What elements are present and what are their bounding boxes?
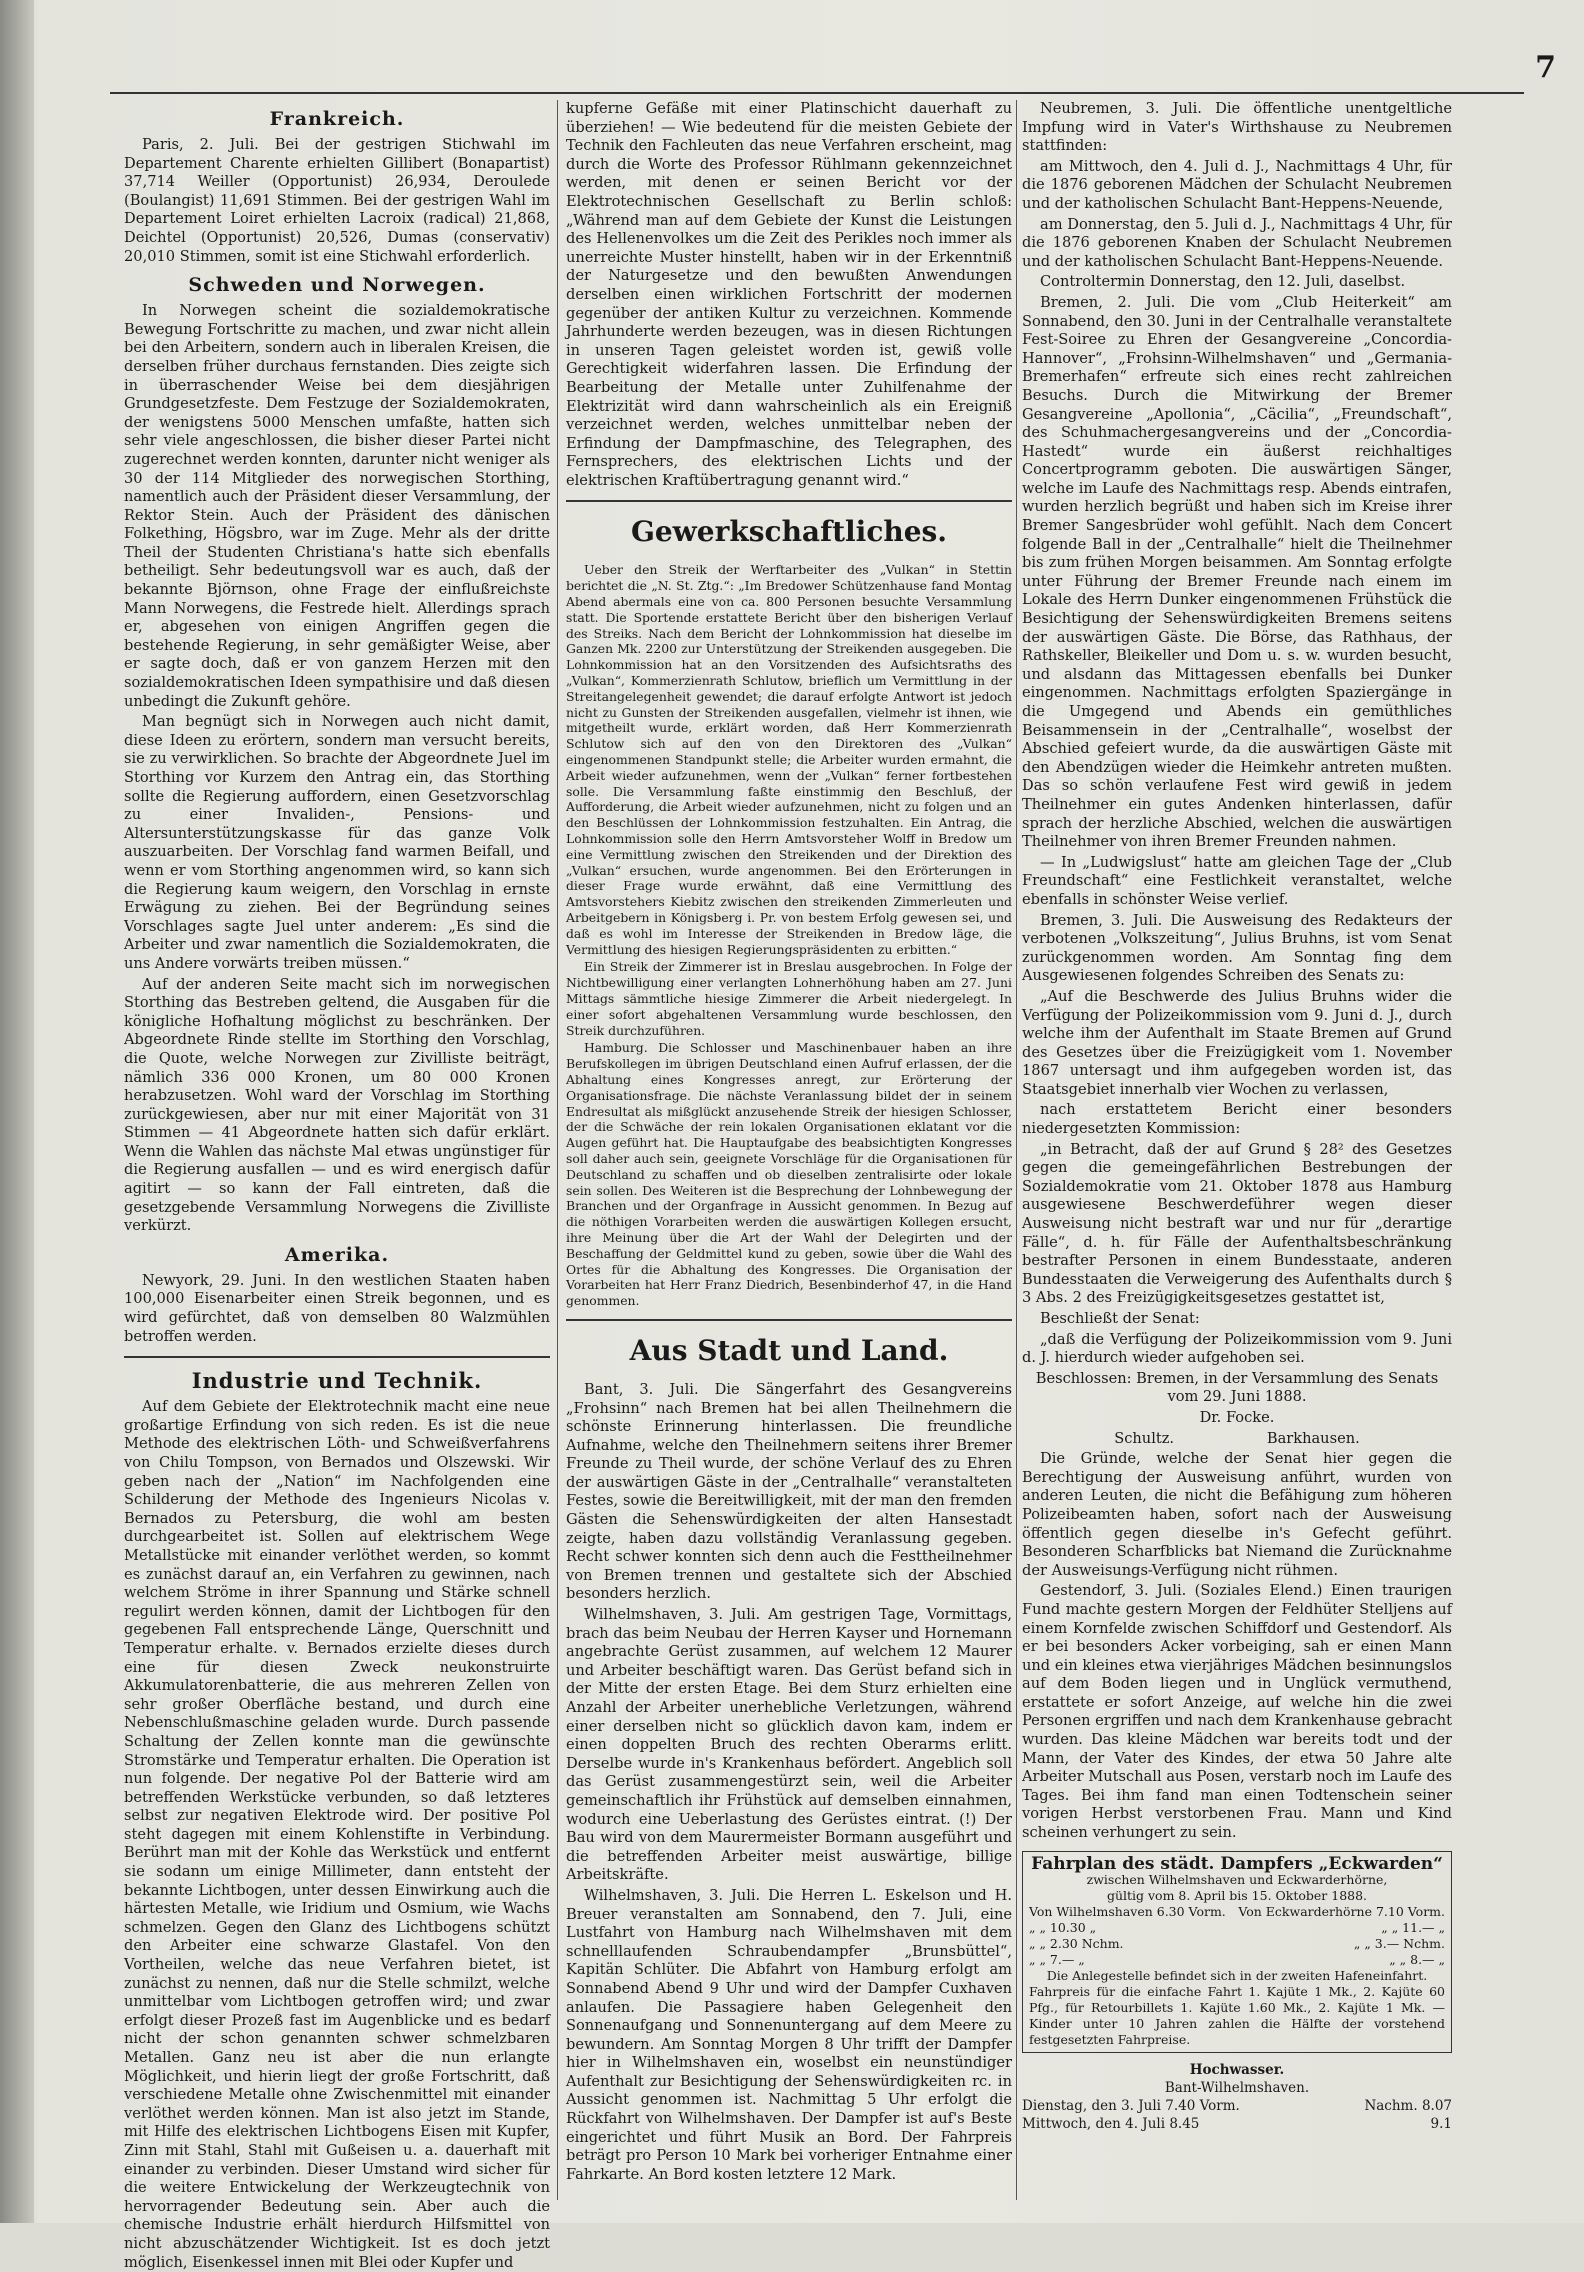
timetable-cell: „ „ 2.30 Nchm. [1029,1935,1124,1951]
timetable-cell: Von Wilhelmshaven 6.30 Vorm. [1029,1903,1226,1919]
article-paragraph: Ein Streik der Zimmerer ist in Breslau ausgebrochen. In Folge der Nichtbewilligung einer verlangten Lohnerhöhung haben am 27. Juni Mittags sämmtliche hiesige Zimmerer die Arbeit niedergelegt. In einer sofort abgehaltenen Versammlung wurde beschlossen, den Streik durchzuführen. [566,959,1012,1038]
article-paragraph: Gestendorf, 3. Juli. (Soziales Elend.) Einen traurigen Fund machte gestern Morgen der Feldhüter Stelljens auf einem Kornfelde zwischen Schiffdorf und Gestendorf. Als er bei besonders Acker vorbeiging, sah er einen Mann und ein kleines etwa vierjähriges Mädchen besinnungslos auf dem Boden liegen und in Unglück vermuthend, erstattete er sofort Anzeige, auf welche hin die zwei Personen ergriffen und nach dem Krankenhause gebracht wurden. Das kleine Mädchen war bereits todt und der Mann, der Vater des Kindes, der etwa 50 Jahre alte Arbeiter Mutschall aus Posen, verstarb noch im Laufe des Tages. Bei ihm fand man einen Todtenschein seiner vorigen Herbst verstorbenen Frau. Mann und Kind scheinen verhungert zu sein. [1022,1582,1452,1842]
article-paragraph: Auf der anderen Seite macht sich im norwegischen Storthing das Bestreben geltend, die Ausgaben für die königliche Hofhaltung möglichst zu beschränken. Der Abgeordnete Rinde stellte im Storthing den Vorschlag, die Quote, welche Norwegen zur Zivilliste beiträgt, nämlich 336 000 Kronen, um 80 000 Kronen herabzusetzen. Wohl ward der Vorschlag im Storthing zurückgewiesen, aber nur mit einer Majorität von 31 Stimmen — 41 Abgeordnete hatten sich dafür erklärt. Wenn die Wahlen das nächste Mal etwas ungünstiger für die Regierung ausfallen — und es wird energisch dafür agitirt — so kann der Fall eintreten, daß die gesetzgebende Versammlung Norwegens die Zivilliste verkürzt. [124,975,550,1235]
article-paragraph: Auf dem Gebiete der Elektrotechnik macht eine neue großartige Erfindung von sich reden. Es ist die neue Methode des elektrischen Löth- und Schweißverfahrens von Chilu Tompson, von Bernados und Olszewski. Wir geben nach der „Nation“ im Nachfolgenden eine Schilderung der Methode des Ingenieurs Nicolas v. Bernados zu Petersburg, die wohl am besten durchgearbeitet ist. Sollen auf elektrischem Wege Metallstücke mit einander verlöthet werden, so kommt es zunächst darauf an, ein Verfahren zu gewinnen, nach welchem Ströme in ihrer Spannung und Stärke schnell regulirt werden können, damit der Lichtbogen für den gegebenen Fall entsprechende Länge, Querschnitt und Temperatur erhalte. v. Bernados erzielte dieses durch eine für diesen Zweck neukonstruirte Akkumulatorenbatterie, die aus mehreren Zellen von sehr großer Oberfläche bestand, und durch eine Nebenschlußmaschine geladen wurde. Durch passende Schaltung der Zellen konnte man die gewünschte Stromstärke und Temperatur erhalten. Die Operation ist nun folgende. Der negative Pol der Batterie wird am betreffenden Werkstücke verbunden, so daß letzteres selbst zur negativen Elektrode wird. Der positive Pol steht dagegen mit einem Kohlenstifte in Verbindung. Berührt man mit der Kohle das Werkstück und entfernt sie sodann um einige Millimeter, dann entsteht der bekannte Lichtbogen, unter dessen Einwirkung auch die härtesten Metalle, wie Iridium und Osmium, wie Wachs schmelzen. Gegen den Glanz des Lichtbogens schützt den Arbeiter eine schwarze Glastafel. Von den Vortheilen, welche das neue Verfahren bietet, ist zunächst zu nennen, daß nur die Stelle schmilzt, welche unmittelbar vom Lichtbogen getroffen wird; und zwar erfolgt dieser Prozeß fast im Augenblicke und es bedarf nicht der schon genannten schwer schmelzbaren Metallen. Ganz neu ist aber die nun erlangte Möglichkeit, und hierin liegt der große Fortschritt, daß verschiedene Metalle ohne Zwischenmittel mit einander verlöthet werden können. Man ist also jetzt im Stande, mit Hilfe des elektrischen Lichtbogens Eisen mit Kupfer, Zinn mit Stahl, Stahl mit Gußeisen u. a. dauerhaft mit einander zu verbinden. Dieser Umstand wird sicher für die weitere Entwickelung der Werkzeugtechnik von hervorragender Bedeutung sein. Aber auch die chemische Industrie erhält hierdurch Hilfsmittel von nicht abzuschätzender Wichtigkeit. Ist es doch jetzt möglich, Eisenkessel innen mit Blei oder Kupfer und [124,1398,550,2271]
signature-line: Dr. Focke. [1199,1408,1275,1426]
section-heading: Industrie und Technik. [191,1368,483,1394]
article-paragraph: Ueber den Streik der Werftarbeiter des „Vulkan“ in Stettin berichtet die „N. St. Ztg.“: „Im Bredower Schützenhause fand Montag Abend abermals eine von ca. 800 Personen besuchte Versammlung statt. Die Sportende erstattete Bericht über den bisherigen Verlauf des Streiks. Nach dem Bericht der Lohnkommission hat dieselbe im Ganzen Mk. 2200 zur Unterstützung der Streikenden ausgegeben. Die Lohnkommission hat an den Vorsitzenden des Aufsichtsraths des „Vulkan“, Kommerzienrath Schlutow, brieflich um Vermittlung in der Streitangelegenheit gewendet; die darauf erfolgte Antwort ist jedoch nicht zu Gunsten der Streikenden ausgefallen, vielmehr ist ihnen, wie mitgetheilt wurde, erklärt worden, daß Herr Kommerzienrath Schlutow sich auf den von den Direktoren des „Vulkan“ eingenommenen Standpunkt stelle; die Arbeiter wurden ermahnt, die Arbeit wieder aufzunehmen, wenn der „Vulkan“ ferner fortbestehen solle. Die Versammlung faßte einstimmig den Beschluß, der Aufforderung, die Arbeit wieder aufzunehmen, nicht zu folgen und an den Beschlüssen der Lohnkommission festzuhalten. Ein Antrag, die Lohnkommission solle den Herrn Amtsvorsteher Wolff in Bredow um eine Vermittlung zwischen den Streikenden und der Direktion des „Vulkan“ ersuchen, wurde angenommen. Bei den Erörterungen in dieser Frage wurde erwähnt, daß eine Vermittlung des Amtsvorstehers Kiebitz zwischen den streikenden Zimmerleuten und Arbeitgebern in Königsberg i. Pr. von bestem Erfolg gewesen sei, und daß es wohl im Interesse der Streikenden in Bredow läge, die Vermittlung des hiesigen Regierungspräsidenten zu erbitten.“ [566,562,1012,957]
article-paragraph: Hamburg. Die Schlosser und Maschinenbauer haben an ihre Berufskollegen im übrigen Deutschland einen Aufruf erlassen, der die Abhaltung eines Kongresses anregt, zur Erörterung der Organisationsfrage. Die nächste Veranlassung bildet der in seinem Endresultat als mißglückt anzusehende Streik der hiesigen Schlosser, der die Schwäche der rein lokalen Organisationen eklatant vor die Augen geführt hat. Die Hauptaufgabe des beabsichtigten Kongresses soll daher auch sein, geeignete Vorschläge für die Organisationen für Deutschland zu schaffen und ob dieselben zentralisirte oder lokale sein sollen. Des Weiteren ist die Besprechung der Lohnbewegung der Branchen und der Organfrage in Aussicht genommen. In Bezug auf die nöthigen Vorarbeiten werden die auswärtigen Kollegen ersucht, ihre Meinung über die Art der Wahl der Delegirten und der Beschaffung der Geldmittel kund zu geben, sowie über die Wahl des Ortes für die Abhaltung des Kongresses. Die Organisation der Vorarbeiten hat Herr Franz Diedrich, Besenbinderhof 47, in die Hand genommen. [566,1040,1012,1309]
article-paragraph: Beschließt der Senat: [1040,1310,1200,1327]
ferry-timetable [1022,1851,1452,2053]
page-number: 7 [1535,50,1556,85]
column-divider [1016,100,1017,2200]
high-water-cell: 9.1 [1430,2115,1452,2132]
article-paragraph: — In „Ludwigslust“ hatte am gleichen Tage der „Club Freundschaft“ eine Festlichkeit veranstaltet, welche ebenfalls in schönster Weise verlief. [1022,853,1452,908]
separator [124,1356,550,1358]
high-water-cell: Dienstag, den 3. Juli 7.40 Vorm. [1022,2097,1240,2114]
article-paragraph: Wilhelmshaven, 3. Juli. Die Herren L. Eskelson und H. Breuer veranstalten am Sonnabend, den 7. Juli, eine Lustfahrt von Hamburg nach Wilhelmshaven mit dem schnelllaufenden Schraubendampfer „Brunsbüttel“, Kapitän Schlüter. Die Abfahrt von Hamburg erfolgt am Sonnabend Abend 9 Uhr und wird der Dampfer Cuxhaven anlaufen. Die Passagiere haben Gelegenheit den Sonnenaufgang und Sonnenuntergang auf dem Meere zu bewundern. Am Sonntag Morgen 8 Uhr trifft der Dampfer hier in Wilhelmshaven ein, woselbst ein neunstündiger Aufenthalt zur Besichtigung der Sehenswürdigkeiten rc. in Aussicht genommen ist. Nachmittag 5 Uhr erfolgt die Rückfahrt von Wilhelmshaven. Der Dampfer ist auf's Beste eingerichtet und führt Musik an Bord. Der Fahrpreis beträgt pro Person 10 Mark bei vorheriger Entnahme einer Fahrkarte. An Bord kosten letztere 12 Mark. [566,1886,1012,2183]
article-paragraph: kupferne Gefäße mit einer Platinschicht dauerhaft zu überziehen! — Wie bedeutend für die meisten Gebiete der Technik den Fachleuten das neue Verfahren erscheint, mag durch die Worte des Professor Rühlmann gekennzeichnet werden, mit denen er seinen Bericht vor der Elektrotechnischen Gesellschaft zu Berlin schloß: „Während man auf dem Gebiete der Kunst die Leistungen des Hellenenvolkes um die Zeit des Perikles noch immer als unerreichte Muster hinstellt, haben wir in der Erkenntniß der Naturgesetze und den bewußten Anwendungen derselben einen wirklichen Fortschritt der modernen gegenüber der antiken Kultur zu verzeichnen. Kommende Jahrhunderte werden bezeugen, was in diesen Richtungen in unseren Tagen geleistet worden ist, gewiß volle Gerechtigkeit widerfahren lassen. Die Erfindung der Bearbeitung der Metalle unter Zuhilfenahme der Elektrizität wird dann wahrscheinlich als ein Ereigniß verzeichnet werden, welches unmittelbar neben der Erfindung der Dampfmaschine, des Telegraphen, des Fernsprechers, des elektrischen Lichts und der elektrischen Kraftübertragung genannt wird.“ [566,100,1012,489]
article-paragraph: Man begnügt sich in Norwegen auch nicht damit, diese Ideen zu erörtern, sondern man versucht bereits, sie zu verwirklichen. So brachte der Abgeordnete Juel im Storthing vor Kurzem den Antrag ein, das Storthing sollte die Regierung auffordern, einen Gesetzvorschlag zu einer Invaliden-, Pensions- und Altersunterstützungskasse für das ganze Volk auszuarbeiten. Der Vorschlag fand warmen Beifall, und wenn er vom Storthing angenommen wird, so kann sich die Regierung kaum weigern, den Vorschlag in ernste Erwägung zu ziehen. Bei der Begründung seines Vorschlages sagte Juel unter anderem: „Es sind die Arbeiter und zwar namentlich die Sozialdemokraten, die uns Andere vorwärts treiben müssen.“ [124,713,550,972]
timetable-note: Die Anlegestelle befindet sich in der zweiten Hafeneinfahrt. [1046,1967,1428,1983]
article-paragraph: am Donnerstag, den 5. Juli d. J., Nachmittags 4 Uhr, für die 1876 geborenen Knaben der Schulacht Neubremen und der katholischen Schulacht Bant-Heppens-Neuende. [1022,215,1452,270]
timetable-row [1029,1920,1445,1936]
article-paragraph: Controltermin Donnerstag, den 12. Juli, daselbst. [1040,273,1406,291]
timetable-row [1029,1904,1445,1920]
timetable-note: Fahrpreis für die einfache Fahrt 1. Kajüte 1 Mk., 2. Kajüte 60 Pfg., für Retourbillets 1. Kajüte 1.60 Mk., 2. Kajüte 1 Mk. — Kinder unter 10 Jahren zahlen die Hälfte der vorstehend festgesetzten Fahrpreise. [1029,1983,1445,2047]
column-2 [566,100,1012,2210]
article-paragraph: „Auf die Beschwerde des Julius Bruhns wider die Verfügung der Polizeikommission vom 9. Juni d. J., durch welche ihm der Aufenthalt im Staate Bremen auf Grund des Gesetzes über die Freizügigkeit vom 1. November 1867 untersagt und ihm aufgegeben worden ist, das Staatsgebiet innerhalb vier Wochen zu verlassen, [1022,987,1452,1098]
article-paragraph: am Mittwoch, den 4. Juli d. J., Nachmittags 4 Uhr, für die 1876 geborenen Mädchen der Schulacht Neubremen und der katholischen Schulacht Bant-Heppens-Neuende, [1022,157,1452,212]
timetable-row [1029,1952,1445,1968]
book-spine [0,0,34,2223]
signature-line: Schultz. Barkhausen. [1114,1429,1360,1447]
article-paragraph: Paris, 2. Juli. Bei der gestrigen Stichwahl im Departement Charente erhielten Gillibert (Bonapartist) 37,714 Weiller (Opportunist) 26,934, Deroulede (Boulangist) 11,691 Stimmen. Bei der gestrigen Wahl im Departement Loiret erhielten Lacroix (radical) 21,868, Deichtel (Opportunist) 20,526, Dumas (conservativ) 20,010 Stimmen, somit ist eine Stichwahl erforderlich. [124,136,550,265]
section-heading: Amerika. [284,1243,390,1266]
article-paragraph: nach erstattetem Bericht einer besonders niedergesetzten Kommission: [1022,1101,1452,1138]
timetable-subtitle: zwischen Wilhelmshaven und Eckwarderhörne, [1086,1871,1388,1887]
section-heading: Schweden und Norwegen. [188,274,486,297]
section-heading: Aus Stadt und Land. [629,1333,949,1367]
column-3 [1022,100,1452,2210]
timetable-cell: „ „ 8.— „ [1389,1951,1445,1967]
article-paragraph: Wilhelmshaven, 3. Juli. Am gestrigen Tage, Vormittags, brach das beim Neubau der Herren Kayser und Hornemann angebrachte Gerüst zusammen, auf welchem 12 Maurer und Arbeiter beschäftigt waren. Das Gerüst befand sich in der Mitte der ersten Etage. Bei dem Sturz erhielten eine Anzahl der Arbeiter unerhebliche Verletzungen, während einer derselben nicht so glücklich davon kam, indem er einen doppelten Bruch des rechten Oberarms erlitt. Derselbe wurde in's Krankenhaus befördert. Angeblich soll das Gerüst zusammengestürzt sein, weil die Arbeiter gemeinschaftlich ihr Frühstück auf demselben einnahmen, wodurch eine Ueberlastung des Gerüstes eintrat. (!) Der Bau wird von dem Maurermeister Bormann ausgeführt und die betreffenden Arbeiter meist auswärtige, billige Arbeitskräfte. [566,1606,1012,1884]
timetable-cell: „ „ 10.30 „ [1029,1919,1097,1935]
article-paragraph: Die Gründe, welche der Senat hier gegen die Berechtigung der Ausweisung anführt, wurden von anderen Leuten, die nicht die Befähigung zum höheren Polizeibeamten haben, sofort nach der Ausweisung öffentlich gegen dieselbe in's Gefecht geführt. Besonderen Scharfblicks bat Niemand die Zurücknahme der Ausweisungs-Verfügung nicht rühmen. [1022,1450,1452,1579]
high-water-row [1022,2115,1452,2133]
article-paragraph: In Norwegen scheint die sozialdemokratische Bewegung Fortschritte zu machen, und zwar nicht allein bei den Arbeitern, sondern auch in liberalen Kreisen, die derselben früher durchaus fernstanden. Dies zeigte sich in überraschender Weise bei dem diesjährigen Grundgesetzfeste. Dem Festzuge der Sozialdemokraten, der wenigstens 5000 Menschen umfaßte, hatten sich sehr viele angeschlossen, die bisher dieser Partei nicht zugerechnet werden konnten, darunter nicht weniger als 30 der 114 Mitglieder des norwegischen Storthing, namentlich auch der Präsident dieser Versammlung, der Rektor Stein. Auch der Präsident des dänischen Folkething, Högsbro, war im Zuge. Mehr als der dritte Theil der Studenten Christiana's hatte sich ebenfalls betheiligt. Sehr bedeutungsvoll war es auch, daß der bekannte Björnson, ohne Frage der einflußreichste Mann Norwegens, die Festrede hielt. Allerdings sprach er, abgesehen von einigen Angriffen gegen die bestehende Regierung, in sehr gemäßigter Weise, aber er sagte doch, daß er von ganzem Herzen mit den sozialdemokratischen Ideen sympathisire und daß diesen unbedingt die Zukunft gehöre. [124,302,550,710]
timetable-cell: „ „ 3.— Nchm. [1353,1935,1445,1951]
separator [566,500,1012,502]
column-1 [124,100,550,2271]
column-divider [557,100,558,2200]
timetable-cell: Von Eckwarderhörne 7.10 Vorm. [1238,1903,1445,1919]
high-water-cell: Nachm. 8.07 [1364,2097,1452,2114]
article-paragraph: Bremen, 3. Juli. Die Ausweisung des Redakteurs der verbotenen „Volkszeitung“, Julius Bruhns, ist vom Senat zurückgenommen worden. Am Sonntag fing dem Ausgewiesenen folgendes Schreiben des Senats zu: [1022,911,1452,985]
high-water-table [1022,2061,1452,2133]
timetable-subtitle: gültig vom 8. April bis 15. Oktober 1888. [1106,1887,1368,1903]
article-paragraph: Beschlossen: Bremen, in der Versammlung des Senats vom 29. Juni 1888. [1035,1369,1439,1406]
article-paragraph: Neubremen, 3. Juli. Die öffentliche unentgeltliche Impfung wird in Vater's Wirthshause zu Neubremen stattfinden: [1022,100,1452,155]
timetable-cell: „ „ 11.— „ [1381,1919,1445,1935]
article-paragraph: Newyork, 29. Juni. In den westlichen Staaten haben 100,000 Eisenarbeiter einen Streik begonnen, und es wird gefürchtet, daß von demselben 80 Walzmühlen betroffen werden. [124,1271,550,1345]
section-heading: Frankreich. [269,108,405,130]
header-rule [110,92,1524,94]
timetable-title: Fahrplan des städt. Dampfers „Eckwarden“ [1031,1853,1443,1874]
article-paragraph: „daß die Verfügung der Polizeikommission vom 9. Juni d. J. hierdurch wieder aufgehoben sei. [1022,1330,1452,1367]
article-paragraph: „in Betracht, daß der auf Grund § 28² des Gesetzes gegen die gemeingefährlichen Bestrebungen der Sozialdemokratie vom 21. Oktober 1878 aus Hamburg ausgewiesene Beschwerdeführer wegen dieser Ausweisung nicht bestraft war und nur für „derartige Fälle“, d. h. für Fälle der Aufenthaltsbeschränkung bestrafter Personen in einem Bundesstaate, anderen Bundesstaaten die Verweigerung des Aufenthalts durch § 3 Abs. 2 des Freizügigkeitsgesetzes gestattet ist, [1022,1140,1452,1307]
separator [566,1319,1012,1321]
high-water-cell: Mittwoch, den 4. Juli 8.45 [1022,2115,1200,2132]
high-water-title: Hochwasser. [1189,2061,1285,2078]
section-heading: Gewerkschaftliches. [630,515,948,549]
article-paragraph: Bremen, 2. Juli. Die vom „Club Heiterkeit“ am Sonnabend, den 30. Juni in der Centralhalle veranstaltete Fest-Soiree zu Ehren der Gesangvereine „Concordia-Hannover“, „Frohsinn-Wilhelmshaven“ und „Germania-Bremerhafen“ erfreute sich eines recht zahlreichen Besuchs. Durch die Mitwirkung der Bremer Gesangvereine „Apollonia“, „Cäcilia“, „Freundschaft“, des Schuhmachergesangvereins und der „Concordia-Hastedt“ wurde ein äußerst reichhaltiges Concertprogramm geboten. Die auswärtigen Sänger, welche im Laufe des Nachmittags resp. Abends eintrafen, wurden herzlich begrüßt und haben sich im Kreise ihrer Bremer Sangesbrüder wohl gefühlt. Nach dem Concert folgende Ball in der „Centralhalle“ hielt die Theilnehmer bis zum frühen Morgen beisammen. Am Sonntag erfolgte unter Führung der Bremer Freunde nach einem im Lokale des Herrn Dunker eingenommenen Frühstück die Besichtigung der Sehenswürdigkeiten Bremens seitens der auswärtigen Gäste. Die Börse, das Rathhaus, der Rathskeller, Bleikeller und Dom u. s. w. wurden besucht, und alsdann das Mittagessen ebenfalls bei Dunker eingenommen. Nachmittags erfolgten Spaziergänge in die Umgegend und Abends ein gemüthliches Beisammensein in der „Centralhalle“, woselbst der Abschied gefeiert wurde, da die auswärtigen Gäste mit den Abendzügen wieder die Heimkehr antreten mußten. Das so schön verlaufene Fest wird gewiß in jedem Theilnehmer ein gutes Andenken hinterlassen, dafür sprach der herzliche Abschied, welchen die auswärtigen Theilnehmer von ihren Bremer Freunden nahmen. [1022,293,1452,851]
timetable-row [1029,1936,1445,1952]
timetable-cell: „ „ 7.— „ [1029,1951,1085,1967]
high-water-row [1022,2097,1452,2115]
high-water-subtitle: Bant-Wilhelmshaven. [1164,2079,1310,2096]
article-paragraph: Bant, 3. Juli. Die Sängerfahrt des Gesangvereins „Frohsinn“ nach Bremen hat bei allen Theilnehmern die schönste Erinnerung hinterlassen. Die freundliche Aufnahme, welche den Theilnehmern seitens ihrer Bremer Freunde zu Theil wurde, der schöne Verlauf des zu Ehren der auswärtigen Gäste in der „Centralhalle“ veranstalteten Festes, sowie die Bereitwilligkeit, mit der man den fremden Gästen die Sehenswürdigkeiten der alten Hansestadt zeigte, haben dazu vollständig Veranlassung gegeben. Recht schwer konnten sich denn auch die Festtheilnehmer von Bremen trennen und gestaltete sich der Abschied besonders herzlich. [566,1380,1012,1603]
